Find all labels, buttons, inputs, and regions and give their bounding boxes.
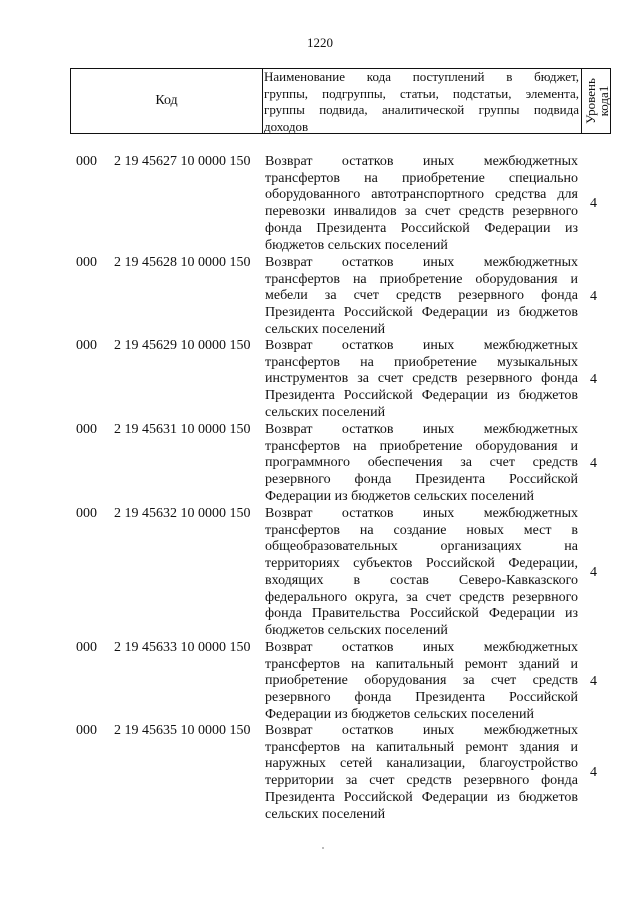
row-code-prefix: 000	[76, 723, 97, 738]
row-name-line: трансфертов на создание новых мест в	[265, 522, 578, 538]
row-name-line: мебели за счет средств резервного фонда	[265, 288, 578, 304]
row-name	[265, 422, 578, 506]
row-name-line: Возврат остатков иных межбюджетных	[265, 154, 578, 169]
row-code-number: 2 19 45631 10 0000 150	[114, 422, 251, 437]
row-name-line: оборудованного автотранспортного средства для	[265, 187, 578, 203]
row-name-line: инструментов за счет средств резервного фонда	[265, 371, 578, 387]
table-header	[70, 68, 611, 134]
row-level: 4	[590, 196, 597, 212]
row-name-line: резервного фонда Президента Российской	[265, 690, 578, 706]
row-name	[265, 723, 578, 823]
row-name-line: приобретение оборудования за счет средств	[265, 673, 578, 689]
row-code-prefix: 000	[76, 640, 97, 655]
row-name-line: наружных сетей канализации, благоустройство	[265, 756, 578, 772]
row-code	[76, 506, 251, 522]
row-level: 4	[590, 564, 597, 580]
row-name-line: входящих в состав Северо-Кавказского	[265, 572, 578, 588]
row-code-prefix: 000	[76, 338, 97, 353]
header-code-cell	[71, 69, 263, 133]
scan-speck	[322, 847, 324, 849]
header-code-label: Код	[155, 93, 178, 108]
row-name-line: Возврат остатков иных межбюджетных	[265, 640, 578, 655]
row-name	[265, 506, 578, 640]
row-name	[265, 255, 578, 339]
row-name-line: Президента Российской Федерации из бюджетов	[265, 789, 578, 805]
header-name-line: группы, подгруппы, статьи, подстатьи, элемента,	[264, 85, 579, 101]
row-name-line: фонда Президента Российской Федерации из	[265, 220, 578, 236]
row-name-line: трансфертов на капитальный ремонт здания и	[265, 739, 578, 755]
row-code-prefix: 000	[76, 154, 97, 169]
row-name-line: трансфертов на приобретение оборудования и	[265, 438, 578, 454]
row-code-number: 2 19 45635 10 0000 150	[114, 723, 251, 738]
row-name-line: резервного фонда Президента Российской	[265, 472, 578, 488]
row-name-line: Федерации из бюджетов сельских поселений	[265, 706, 534, 722]
row-code	[76, 422, 251, 438]
row-code-number: 2 19 45633 10 0000 150	[114, 640, 251, 655]
row-name-line: бюджетов сельских поселений	[265, 237, 448, 253]
row-code-prefix: 000	[76, 255, 97, 270]
row-name-line: федерального округа, за счет средств резервного	[265, 589, 578, 605]
row-name-line: Возврат остатков иных межбюджетных	[265, 506, 578, 521]
row-name-line: перевозки инвалидов за счет средств резервного	[265, 204, 578, 220]
header-name-line: доходов	[264, 118, 309, 134]
row-name	[265, 640, 578, 724]
row-name	[265, 338, 578, 422]
row-level: 4	[590, 673, 597, 689]
header-level-label: Уровень кода1	[583, 78, 611, 124]
row-code	[76, 640, 251, 656]
row-name-line: сельских поселений	[265, 404, 386, 420]
row-name-line: сельских поселений	[265, 806, 386, 822]
row-code-prefix: 000	[76, 422, 97, 437]
row-code-prefix: 000	[76, 506, 97, 521]
row-name-line: сельских поселений	[265, 321, 386, 337]
row-name-line: трансфертов на приобретение оборудования и	[265, 271, 578, 287]
row-name-line: фонда Правительства Российской Федерации из	[265, 606, 578, 622]
row-level: 4	[590, 765, 597, 781]
row-name-line: Федерации из бюджетов сельских поселений	[265, 488, 534, 504]
header-name-line: группы подвида, аналитической группы подвида	[264, 102, 579, 117]
header-level-cell	[583, 69, 611, 133]
row-name-line: Возврат остатков иных межбюджетных	[265, 422, 578, 437]
row-level: 4	[590, 288, 597, 304]
row-code-number: 2 19 45627 10 0000 150	[114, 154, 251, 169]
row-name-line: общеобразовательных организациях на	[265, 539, 578, 555]
row-name-line: Президента Российской Федерации из бюджетов	[265, 388, 578, 404]
row-name-line: бюджетов сельских поселений	[265, 622, 448, 638]
row-name-line: территориях субъектов Российской Федерации,	[265, 556, 578, 572]
row-code-number: 2 19 45632 10 0000 150	[114, 506, 251, 521]
row-name-line: Президента Российской Федерации из бюджетов	[265, 305, 578, 321]
page-number: 1220	[307, 35, 333, 50]
row-name-line: территории за счет средств резервного фонда	[265, 773, 578, 789]
row-code-number: 2 19 45628 10 0000 150	[114, 255, 251, 270]
row-name-line: трансфертов на капитальный ремонт зданий и	[265, 656, 578, 672]
row-name	[265, 154, 578, 254]
row-name-line: трансфертов на приобретение специально	[265, 170, 578, 186]
header-name-line: Наименование кода поступлений в бюджет,	[264, 69, 579, 84]
row-code	[76, 338, 251, 354]
row-level: 4	[590, 455, 597, 471]
row-code	[76, 723, 251, 739]
row-name-line: Возврат остатков иных межбюджетных	[265, 338, 578, 353]
row-name-line: трансфертов на приобретение музыкальных	[265, 354, 578, 370]
row-name-line: Возврат остатков иных межбюджетных	[265, 255, 578, 270]
row-code	[76, 154, 251, 170]
row-name-line: программного обеспечения за счет средств	[265, 455, 578, 471]
row-name-line: Возврат остатков иных межбюджетных	[265, 723, 578, 738]
header-name-cell	[264, 69, 582, 133]
row-code	[76, 255, 251, 271]
row-code-number: 2 19 45629 10 0000 150	[114, 338, 251, 353]
row-level: 4	[590, 371, 597, 387]
